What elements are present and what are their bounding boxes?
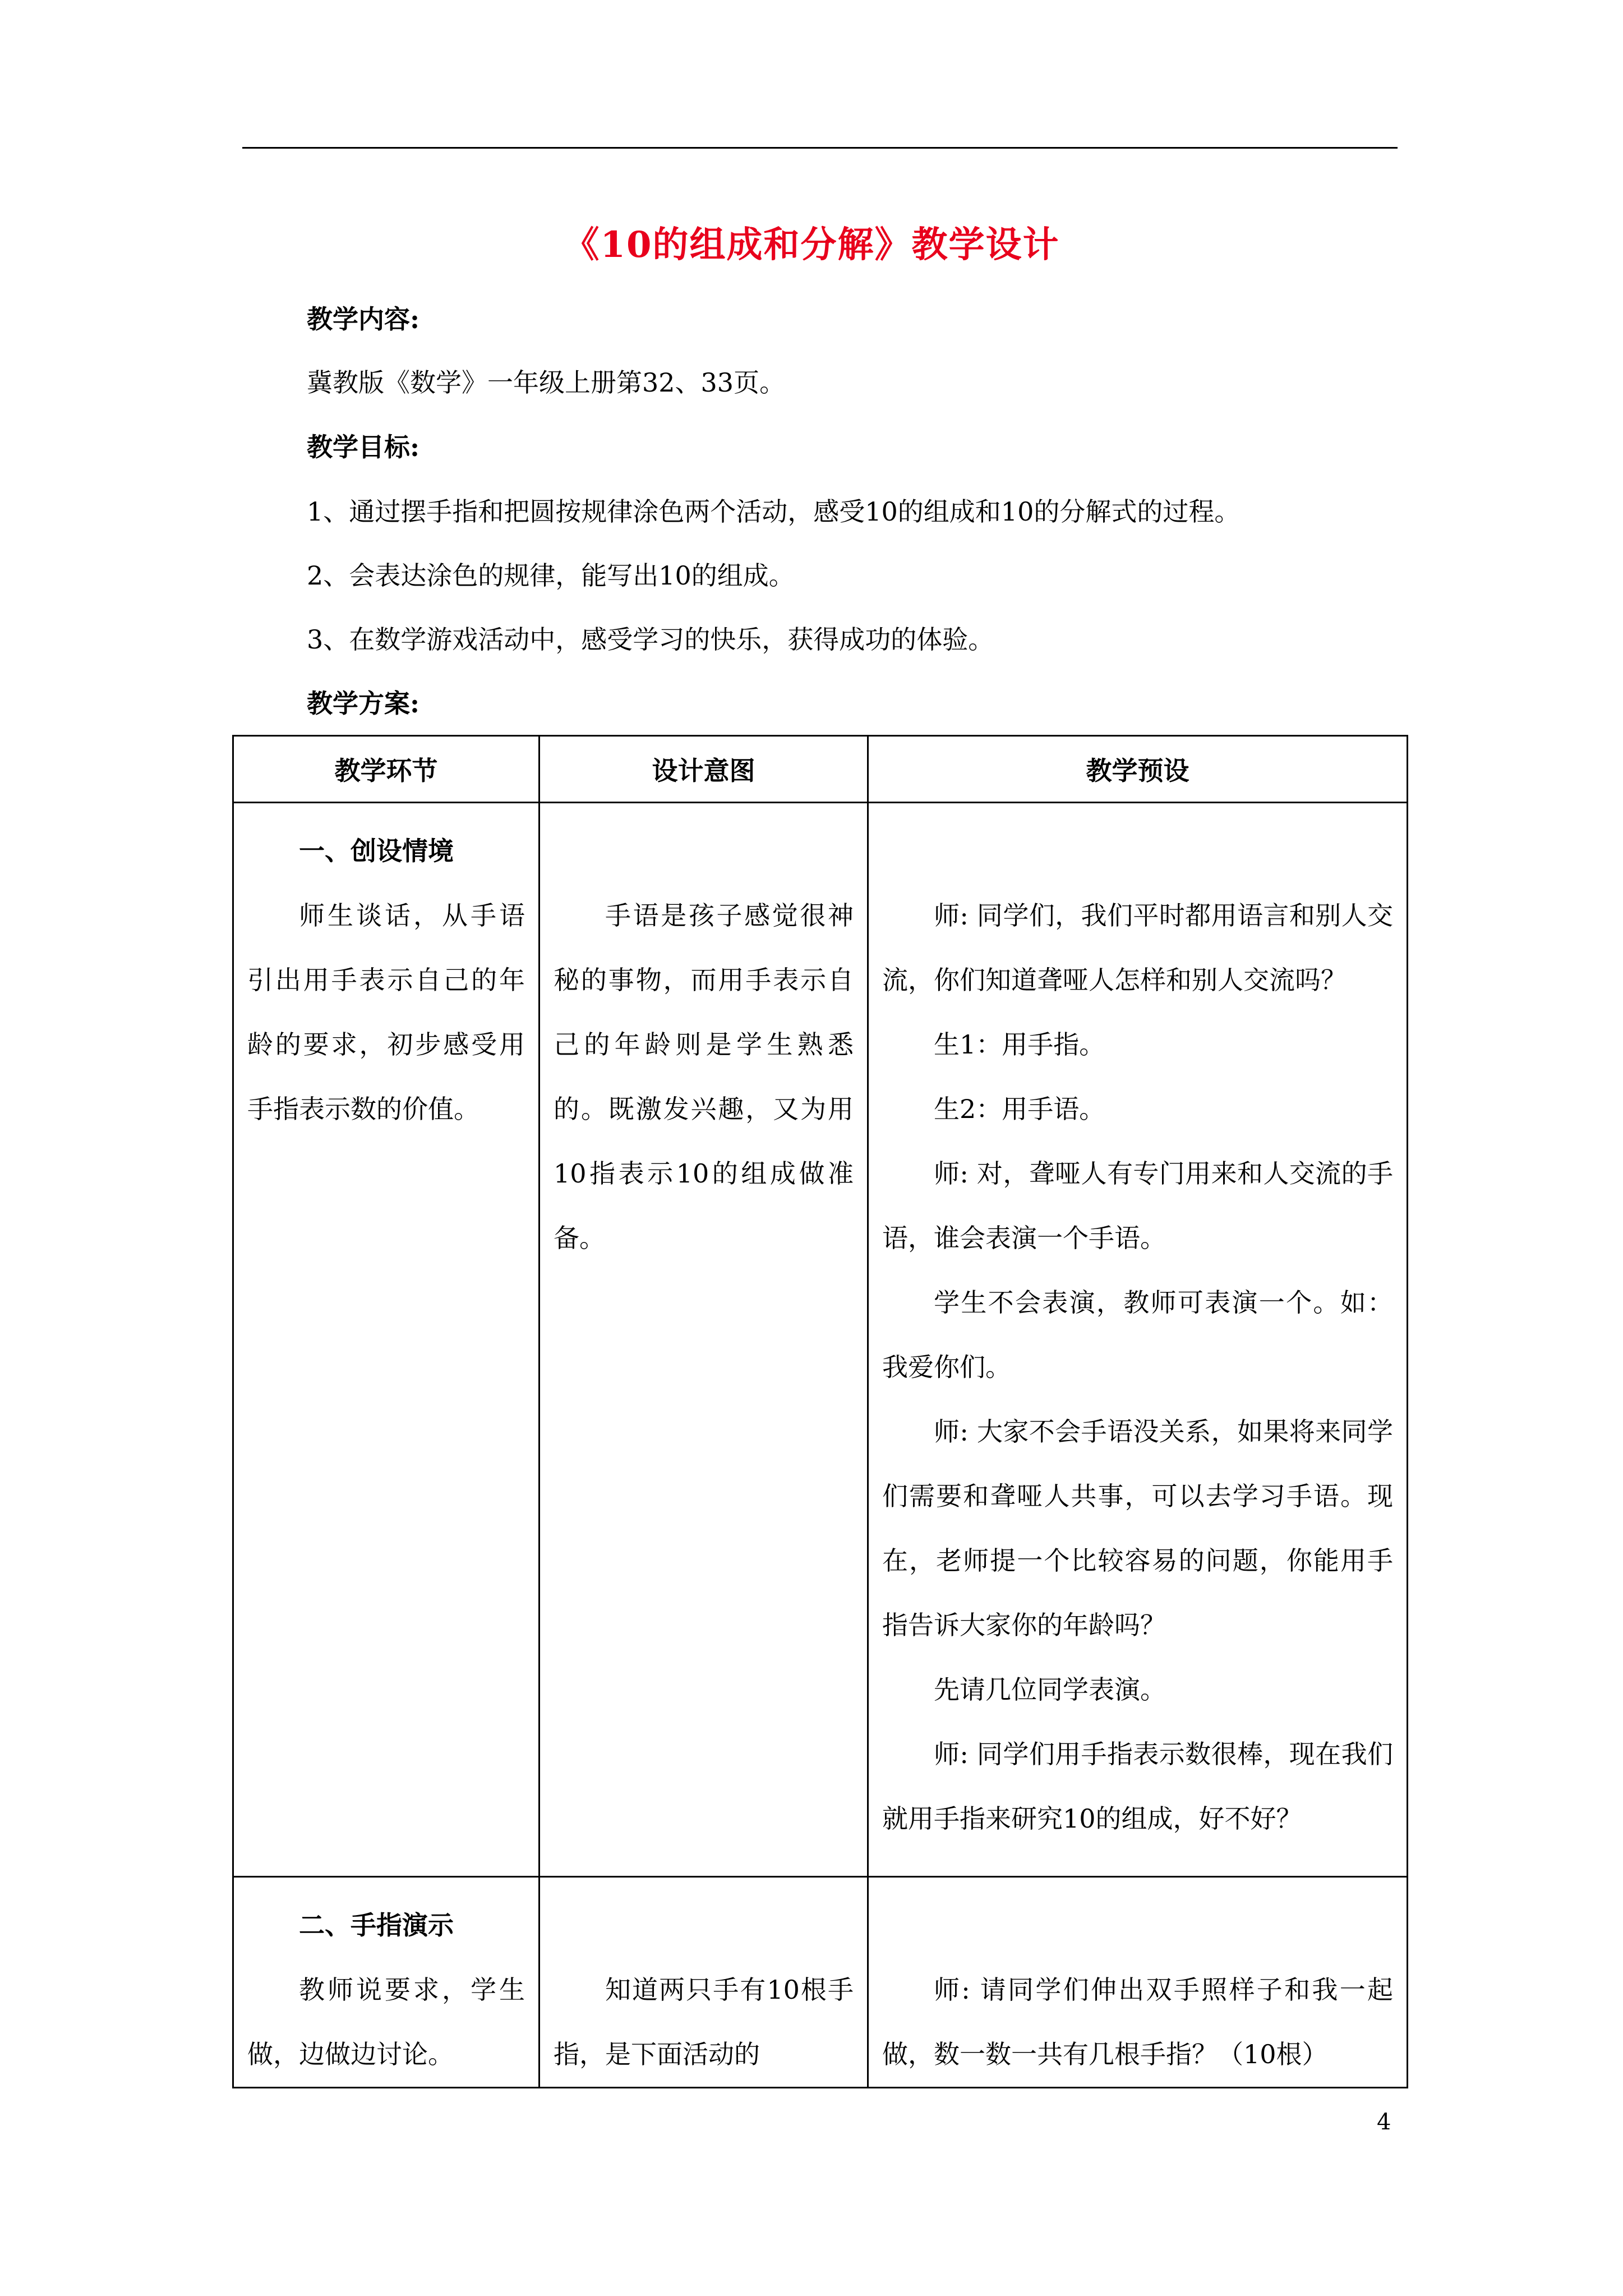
content-heading: 教学内容: — [307, 304, 419, 334]
stage-title: 二、手指演示 — [299, 1910, 454, 1940]
intent-cell — [540, 803, 868, 1877]
teaching-plan-table — [232, 735, 1408, 2088]
header-rule — [242, 147, 1398, 149]
preset-line: 先请几位同学表演。 — [934, 1674, 1166, 1705]
preset-line: 生1：用手指。 — [934, 1029, 1105, 1060]
stage-cell — [233, 803, 540, 1877]
intent-text: 知道两只手有10根手指，是下面活动的 — [554, 1975, 854, 2069]
intent-cell — [540, 1877, 868, 2088]
preset-line: 师: 同学们，我们平时都用语言和别人交流，你们知道聋哑人怎样和别人交流吗？ — [882, 900, 1393, 995]
preset-line: 学生不会表演，教师可表演一个。如：我爱你们。 — [882, 1287, 1393, 1382]
preset-line: 师: 大家不会手语没关系，如果将来同学们需要和聋哑人共事，可以去学习手语。现在，老师提一个比较容易的问题，你能用手指告诉大家你的年龄吗？ — [882, 1416, 1393, 1640]
header-stage: 教学环节 — [233, 736, 540, 803]
plan-heading: 教学方案: — [307, 688, 419, 719]
header-preset: 教学预设 — [868, 736, 1408, 803]
goal-item: 2、会表达涂色的规律，能写出10的组成。 — [307, 560, 795, 591]
stage-text: 师生谈话，从手语引出用手表示自己的年龄的要求，初步感受用手指表示数的价值。 — [247, 900, 525, 1124]
table-row — [233, 1877, 1408, 2088]
preset-line: 师: 对，聋哑人有专门用来和人交流的手语，谁会表演一个手语。 — [882, 1158, 1393, 1253]
preset-cell — [868, 1877, 1408, 2088]
table-row — [233, 803, 1408, 1877]
goal-item: 3、在数学游戏活动中，感受学习的快乐，获得成功的体验。 — [307, 624, 994, 655]
goals-heading: 教学目标: — [307, 432, 419, 462]
table-header-row — [233, 736, 1408, 803]
page-number: 4 — [1377, 2109, 1391, 2135]
stage-cell — [233, 1877, 540, 2088]
preset-line: 师: 同学们用手指表示数很棒，现在我们就用手指来研究10的组成，好不好？ — [882, 1739, 1393, 1834]
preset-line: 师: 请同学们伸出双手照样子和我一起做，数一数一共有几根手指？（10根） — [882, 1975, 1393, 2069]
preset-line: 生2：用手语。 — [934, 1094, 1105, 1124]
document-title: 《10的组成和分解》教学设计 — [563, 224, 1060, 266]
intent-text: 手语是孩子感觉很神秘的事物，而用手表示自己的年龄则是学生熟悉的。既激发兴趣，又为用10指表示10的组成做准备。 — [554, 900, 854, 1253]
content-text: 冀教版《数学》一年级上册第32、33页。 — [307, 367, 786, 398]
stage-text: 教师说要求，学生做，边做边讨论。 — [247, 1975, 525, 2069]
goal-item: 1、通过摆手指和把圆按规律涂色两个活动，感受10的组成和10的分解式的过程。 — [307, 496, 1241, 527]
header-intent: 设计意图 — [540, 736, 868, 803]
preset-cell — [868, 803, 1408, 1877]
stage-title: 一、创设情境 — [299, 836, 454, 866]
